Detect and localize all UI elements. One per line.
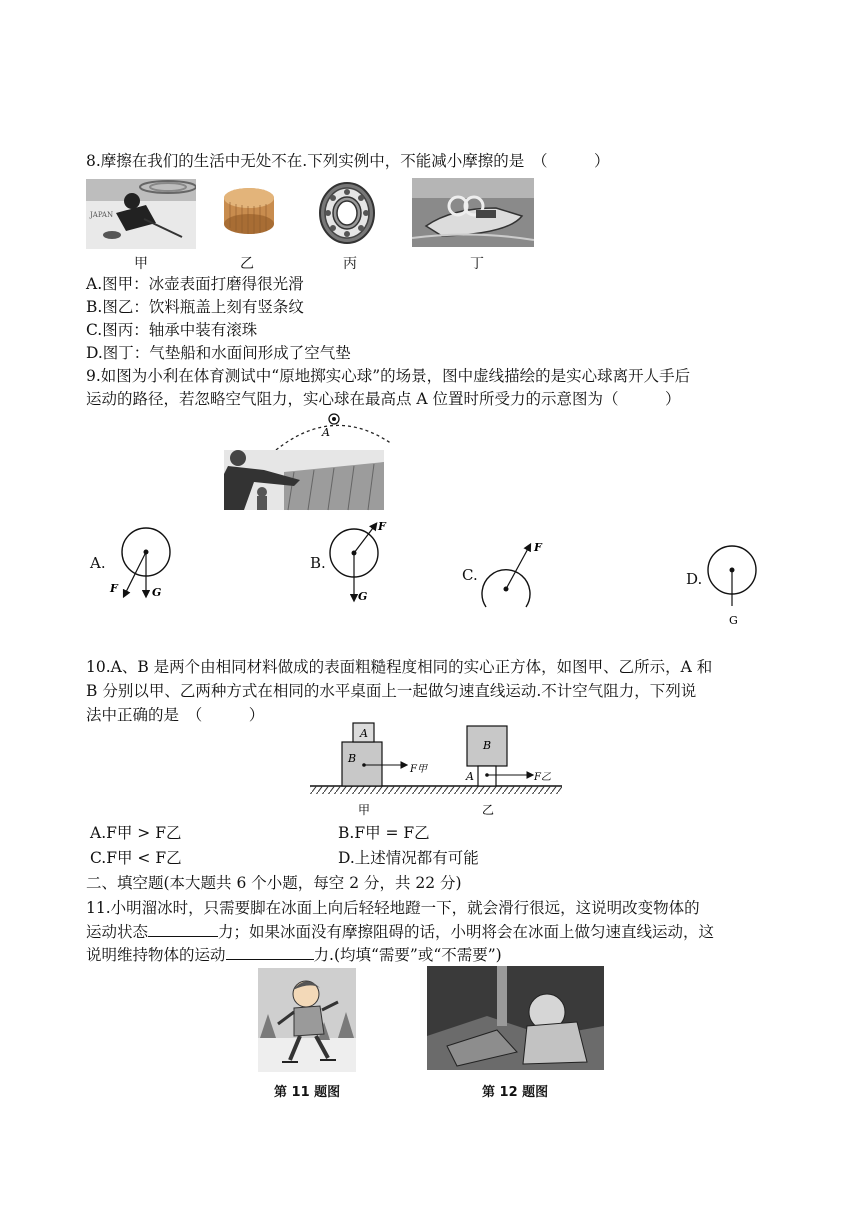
q8-option-c: C.图丙：轴承中装有滚珠 bbox=[86, 321, 258, 339]
q8-label-bing: 丙 bbox=[343, 256, 357, 272]
force-g-label: G bbox=[729, 614, 738, 627]
point-a-label: A bbox=[322, 426, 330, 439]
block-a-label: A bbox=[466, 770, 474, 783]
q10-line3: 法中正确的是 （ ） bbox=[86, 706, 265, 724]
q9-option-b-diagram bbox=[326, 518, 396, 606]
q8-label-ding: 丁 bbox=[470, 256, 484, 272]
section2-heading: 二、填空题(本大题共 6 个小题，每空 2 分，共 22 分) bbox=[86, 874, 462, 892]
block-b-label: B bbox=[483, 739, 492, 752]
fig12-caption: 第 12 题图 bbox=[482, 1085, 549, 1100]
force-f-label: F bbox=[534, 541, 542, 554]
q9-option-b-letter: B. bbox=[310, 554, 326, 572]
force-g-label: G bbox=[358, 590, 368, 603]
q10-line2: B 分别以甲、乙两种方式在相同的水平桌面上一起做匀速直线运动.不计空气阻力，下列说 bbox=[86, 682, 697, 700]
q10-option-b: B.F甲 = F乙 bbox=[338, 824, 430, 842]
q11-line3 bbox=[86, 943, 502, 966]
block-b-label: B bbox=[348, 752, 357, 765]
q9-option-a-diagram bbox=[108, 526, 178, 604]
q8-option-b: B.图乙：饮料瓶盖上刻有竖条纹 bbox=[86, 298, 304, 316]
fig11-skater-image bbox=[258, 968, 356, 1072]
q11-line2-prefix: 运动状态 bbox=[86, 923, 149, 941]
q8-option-a: A.图甲：冰壶表面打磨得很光滑 bbox=[86, 275, 304, 293]
force-f-label: F bbox=[110, 582, 118, 595]
q9-line2: 运动的路径，若忽略空气阻力，实心球在最高点 A 位置时所受力的示意图为（ ） bbox=[86, 390, 681, 408]
shot-put-figure bbox=[224, 410, 410, 512]
q8-label-yi: 乙 bbox=[240, 256, 254, 272]
bearing-photo bbox=[318, 181, 376, 245]
q9-option-d-letter: D. bbox=[686, 570, 703, 588]
fig12-astronaut-photo bbox=[427, 966, 604, 1070]
hovercraft-photo bbox=[412, 178, 534, 247]
fig-jia-label: 甲 bbox=[358, 803, 371, 817]
force-g-label: G bbox=[152, 586, 162, 599]
q9-option-d-diagram bbox=[702, 540, 762, 630]
q11-line2 bbox=[86, 920, 714, 943]
fig11-caption: 第 11 题图 bbox=[274, 1085, 341, 1100]
force-f-label: F bbox=[378, 520, 386, 533]
force-jia-label: F甲 bbox=[410, 764, 427, 775]
bottle-cap-photo bbox=[222, 184, 276, 240]
q11-line3-suffix: 力.(均填“需要”或“不需要”) bbox=[313, 946, 502, 964]
svg-text:JAPAN: JAPAN bbox=[90, 211, 114, 219]
q11-line2-suffix: 力；如果冰面没有摩擦阻碍的话，小明将会在冰面上做匀速直线运动，这 bbox=[218, 923, 715, 941]
q11-line1: 11.小明溜冰时，只需要脚在冰面上向后轻轻地蹬一下，就会滑行很远，这说明改变物体的 bbox=[86, 899, 700, 917]
fig-yi-label: 乙 bbox=[482, 803, 495, 817]
block-a-label: A bbox=[360, 727, 368, 740]
q10-option-a: A.F甲 > F乙 bbox=[90, 824, 182, 842]
q11-blank-1[interactable] bbox=[148, 920, 218, 937]
q10-option-d: D.上述情况都有可能 bbox=[338, 849, 479, 867]
q10-line1: 10.A、B 是两个由相同材料做成的表面粗糙程度相同的实心正方体，如图甲、乙所示，A 和 bbox=[86, 658, 713, 676]
q9-option-a-letter: A. bbox=[90, 554, 106, 572]
q9-option-c-letter: C. bbox=[462, 566, 478, 584]
q8-label-jia: 甲 bbox=[134, 256, 148, 272]
force-yi-label: F乙 bbox=[534, 772, 551, 783]
q9-option-c-diagram bbox=[478, 535, 550, 609]
q11-blank-2[interactable] bbox=[226, 943, 314, 960]
q10-option-c: C.F甲 < F乙 bbox=[90, 849, 182, 867]
curling-photo bbox=[86, 179, 196, 249]
q8-option-d: D.图丁：气垫船和水面间形成了空气垫 bbox=[86, 344, 351, 362]
q9-line1: 9.如图为小利在体育测试中“原地掷实心球”的场景，图中虚线描绘的是实心球离开人手后 bbox=[86, 367, 691, 385]
q8-stem: 8.摩擦在我们的生活中无处不在.下列实例中，不能减小摩擦的是 （ ） bbox=[86, 152, 610, 170]
q10-blocks-figure bbox=[306, 720, 566, 820]
q11-line3-prefix: 说明维持物体的运动 bbox=[86, 946, 226, 964]
